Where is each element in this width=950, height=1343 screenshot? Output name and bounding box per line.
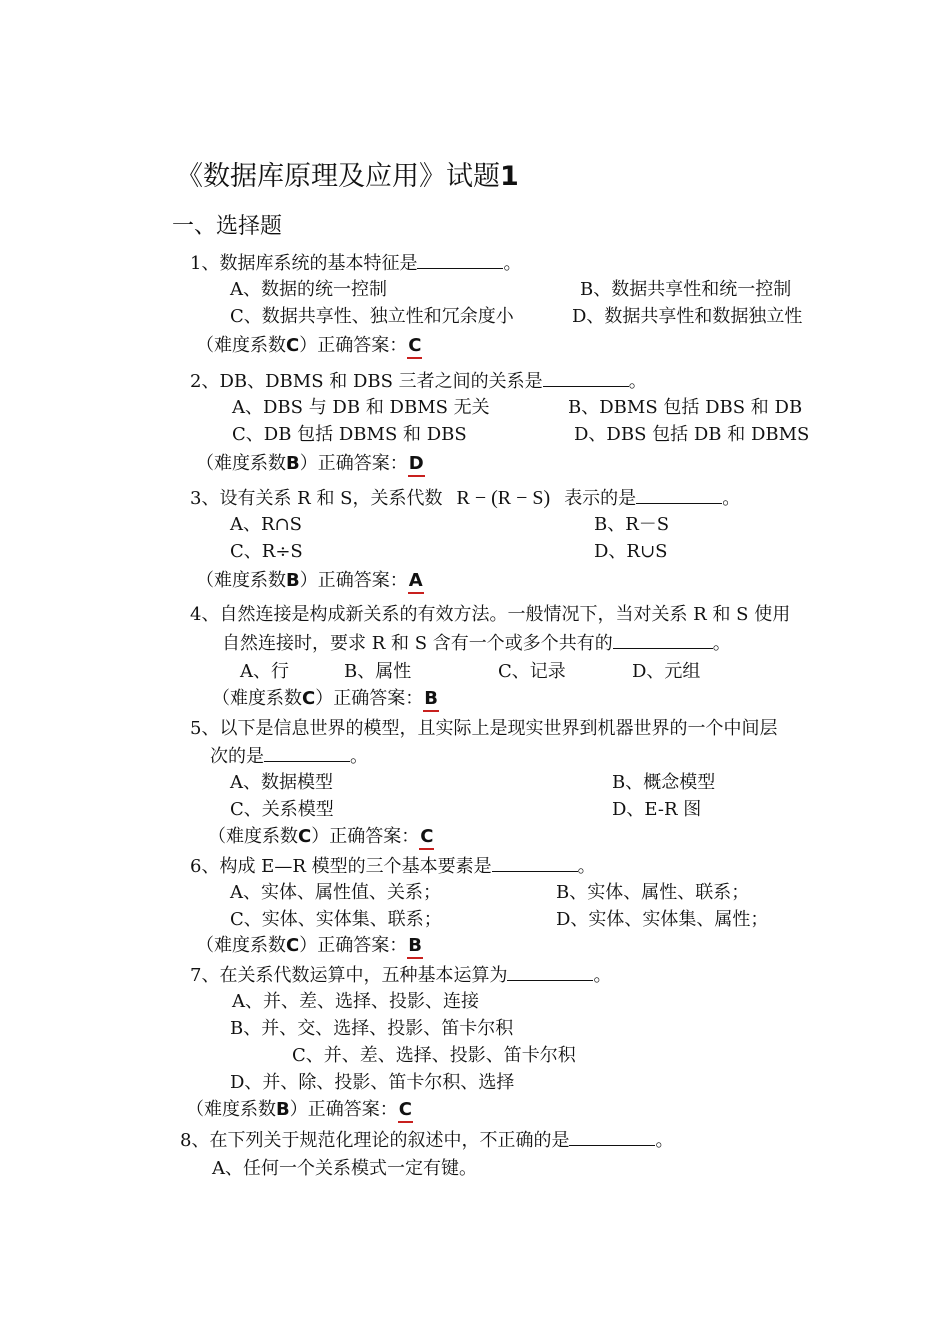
question-3-stem: 3、设有关系 R 和 S，关系代数 R − (R − S) 表示的是 。 <box>190 487 741 509</box>
question-5-stem: 5、以下是信息世界的模型，且实际上是现实世界到机器世界的一个中间层 <box>190 718 778 739</box>
question-7-option-a: A、并、差、选择、投影、连接 <box>232 991 479 1012</box>
question-4-answer-line: （难度系数C）正确答案：B <box>212 686 439 712</box>
question-4-option-c: C、记录 <box>498 661 566 682</box>
question-2-stem: 2、DB、DBMS 和 DBS 三者之间的关系是 。 <box>190 368 647 395</box>
question-7-answer-line: （难度系数B）正确答案：C <box>186 1097 413 1123</box>
answer-value: B <box>407 935 423 959</box>
question-7-option-b: B、并、交、选择、投影、笛卡尔积 <box>230 1018 514 1039</box>
question-4-option-d: D、元组 <box>632 661 701 682</box>
answer-value: B <box>423 688 439 712</box>
question-2-option-d: D、DBS 包括 DB 和 DBMS <box>574 424 810 445</box>
question-7-option-d: D、并、除、投影、笛卡尔积、选择 <box>230 1072 515 1093</box>
question-1-stem: 1、数据库系统的基本特征是 。 <box>190 250 521 277</box>
question-4-option-a: A、行 <box>240 661 289 682</box>
question-1-option-a: A、数据的统一控制 <box>230 279 387 300</box>
answer-value: A <box>408 570 424 594</box>
answer-value: C <box>398 1099 413 1123</box>
question-5-option-c: C、关系模型 <box>230 799 334 820</box>
question-5-answer-line: （难度系数C）正确答案：C <box>208 824 434 850</box>
question-4-stem-cont: 自然连接时，要求 R 和 S 含有一个或多个共有的 。 <box>222 630 731 657</box>
question-3-option-c: C、R÷S <box>230 541 303 562</box>
question-8-option-a: A、任何一个关系模式一定有键。 <box>212 1158 477 1179</box>
question-6-stem: 6、构成 E—R 模型的三个基本要素是 。 <box>190 853 596 880</box>
question-3-option-d: D、R∪S <box>594 541 668 562</box>
relational-expression: R − (R − S) <box>456 487 551 509</box>
answer-value: C <box>407 335 422 359</box>
answer-value: D <box>408 453 425 477</box>
answer-value: C <box>419 826 434 850</box>
question-3-option-a: A、R∩S <box>230 514 302 535</box>
question-5-option-d: D、E-R 图 <box>612 799 702 820</box>
question-5-option-b: B、概念模型 <box>612 772 716 793</box>
question-3-option-b: B、R－S <box>594 514 670 535</box>
question-4-option-b: B、属性 <box>344 661 412 682</box>
question-1-option-d: D、数据共享性和数据独立性 <box>572 306 803 327</box>
question-5-option-a: A、数据模型 <box>230 772 333 793</box>
question-6-option-d: D、实体、实体集、属性； <box>556 909 769 930</box>
question-2-option-c: C、DB 包括 DBMS 和 DBS <box>232 424 467 445</box>
question-6-option-c: C、实体、实体集、联系； <box>230 909 442 930</box>
question-7-stem: 7、在关系代数运算中，五种基本运算为 。 <box>190 962 611 989</box>
question-7-option-c: C、并、差、选择、投影、笛卡尔积 <box>292 1045 576 1066</box>
question-6-option-a: A、实体、属性值、关系； <box>230 882 441 903</box>
question-6-option-b: B、实体、属性、联系； <box>556 882 750 903</box>
question-1-answer-line: （难度系数C）正确答案：C <box>196 333 422 359</box>
question-1-option-b: B、数据共享性和统一控制 <box>580 279 792 300</box>
question-8-stem: 8、在下列关于规范化理论的叙述中，不正确的是 。 <box>180 1127 673 1154</box>
question-2-option-a: A、DBS 与 DB 和 DBMS 无关 <box>232 397 490 418</box>
question-2-option-b: B、DBMS 包括 DBS 和 DB <box>568 397 803 418</box>
question-5-stem-cont: 次的是 。 <box>210 743 368 770</box>
question-2-answer-line: （难度系数B）正确答案：D <box>196 451 425 477</box>
question-6-answer-line: （难度系数C）正确答案：B <box>196 933 423 959</box>
section-heading: 一、选择题 <box>172 214 283 239</box>
question-3-answer-line: （难度系数B）正确答案：A <box>196 568 424 594</box>
question-1-option-c: C、数据共享性、独立性和冗余度小 <box>230 306 514 327</box>
page-title: 《数据库原理及应用》试题1 <box>176 161 519 192</box>
question-4-stem: 4、自然连接是构成新关系的有效方法。一般情况下，当对关系 R 和 S 使用 <box>190 604 791 625</box>
